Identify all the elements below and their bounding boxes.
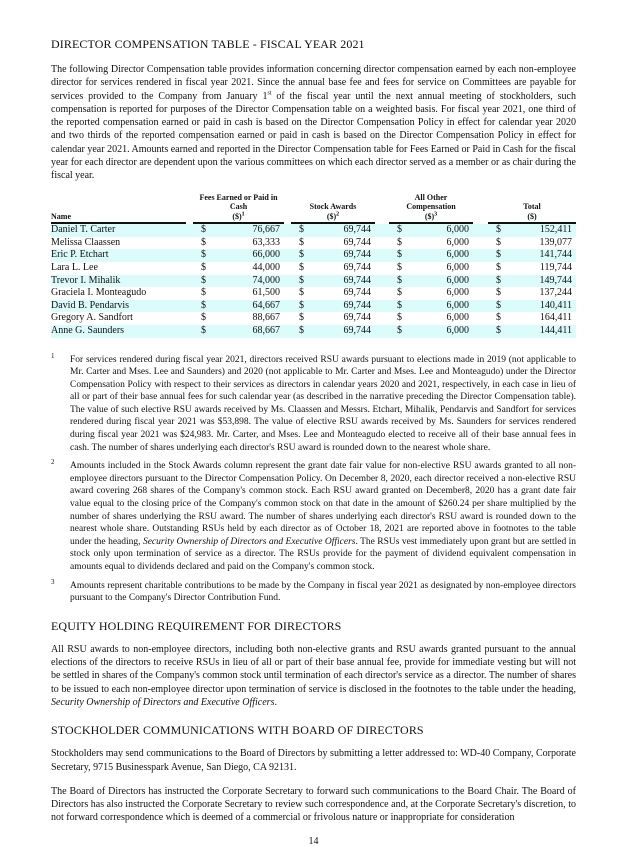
fees-value: 88,667 — [252, 312, 280, 324]
currency-sign: $ — [201, 312, 206, 324]
stock-value: 69,744 — [310, 249, 375, 262]
stockholder-paragraph-1: Stockholders may send communications to the Board of Directors by submitting a letter addressed to: WD-40 Company, Corporate Secretary, 9715 Businesspark Avenue, San Diego, CA 92131. — [51, 748, 576, 773]
currency-sign: $ — [201, 287, 206, 299]
currency-sign: $ — [201, 261, 206, 273]
total-value: 144,411 — [507, 325, 576, 338]
table-row — [51, 262, 576, 275]
spacer — [375, 312, 389, 325]
director-name: Eric P. Etchart — [51, 249, 186, 262]
currency-sign: $ — [193, 300, 213, 313]
italic-reference: Security Ownership of Directors and Executive Officers — [142, 536, 356, 547]
other-value: 6,000 — [446, 236, 469, 248]
fees-value: 63,333 — [252, 236, 280, 248]
stock-value: 69,744 — [343, 287, 371, 299]
stockholder-heading: STOCKHOLDER COMMUNICATIONS WITH BOARD OF DIRECTORS — [51, 723, 424, 738]
currency-sign: $ — [299, 312, 304, 324]
spacer — [473, 275, 488, 288]
footnote-3 — [51, 577, 576, 605]
currency-sign: $ — [389, 275, 408, 288]
table-header-row — [51, 193, 576, 225]
footnote-number: 2 — [51, 458, 55, 467]
footnote-2 — [51, 460, 576, 573]
header-name: Name — [51, 193, 186, 225]
total-value: 137,244 — [539, 287, 572, 299]
footnote-text: For services rendered during fiscal year 2021, directors received RSU awards pursuant to elections made in 2019 (not applicable to Mr. Carter and Mses. Lee and Saunders) and 2020 (not applicable to Mr. Carter and Mses. Lee and Monteagudo) under the Director Compensation Policy with respect to their services as directors in calendar years 2020 and 2021, respectively, in each case in lieu of all or part of their base annual fees for such calendar year (as described in the narrative preceding the Director Compensation table). The value of such elective RSU awards received by Ms. Claassen and Messrs. Etchart, Mihalik, Pendarvis and Sandfort for services rendered during fiscal year 2021 was $53,898. The value of elective RSU awards received by Ms. Saunders for services rendered during fiscal year 2021 was $24,983. Mr. Carter, and Mses. Lee and Monteagudo elected to receive all of their base annual fees in cash. The number of shares underlying each director's RSU award is rounded down to the nearest whole share. — [70, 354, 576, 453]
footnote-number: 3 — [51, 577, 55, 586]
equity-heading: EQUITY HOLDING REQUIREMENT FOR DIRECTORS — [51, 618, 342, 633]
currency-sign: $ — [291, 275, 310, 288]
spacer — [186, 300, 193, 313]
spacer — [375, 249, 389, 262]
equity-paragraph: All RSU awards to non-employee directors, including both non-elective grants and RSU awards granted pursuant to the annual elections of the directors to receive RSUs in lieu of all or part of their base annual fee, provide for immediate vesting but will not be settled in shares of the Company's common stock until termination of each director's service as a director. The number of shares to be issued to each non-employee director upon termination of service is disclosed in the footnotes to the table under the heading, Security Ownership of Directors and Executive Officers. — [51, 643, 576, 708]
spacer — [284, 287, 291, 300]
currency-sign: $ — [291, 300, 310, 313]
total-value: 152,411 — [507, 224, 576, 237]
currency-sign: $ — [488, 325, 507, 338]
currency-sign: $ — [496, 312, 501, 324]
intro-paragraph — [51, 63, 576, 183]
currency-sign: $ — [193, 249, 213, 262]
spacer — [186, 312, 193, 325]
currency-sign: $ — [496, 287, 501, 299]
spacer — [375, 275, 389, 288]
director-name: Anne G. Saunders — [51, 325, 186, 338]
other-value: 6,000 — [408, 249, 473, 262]
currency-sign: $ — [299, 236, 304, 248]
table-row — [51, 237, 576, 250]
total-value: 139,077 — [539, 236, 572, 248]
spacer — [284, 224, 291, 237]
fees-value: 68,667 — [213, 325, 284, 338]
currency-sign: $ — [397, 261, 402, 273]
spacer — [375, 237, 389, 250]
currency-sign: $ — [299, 261, 304, 273]
italic-reference: Security Ownership of Directors and Executive Officers — [51, 696, 275, 708]
intro-text: The following Director Compensation table provides information concerning director compensation earned by each non-employee director for services rendered in fiscal year 2021. Since the annual base fee and fees for service on Committees are payable for services provided to the Company from January 1 — [51, 64, 576, 102]
currency-sign: $ — [389, 325, 408, 338]
fees-value: 44,000 — [252, 261, 280, 273]
header-stock-awards: Stock Awards ($)$^2$ — [291, 193, 375, 225]
spacer — [284, 300, 291, 313]
other-value: 6,000 — [446, 261, 469, 273]
spacer — [186, 262, 193, 275]
footnote-text: Amounts included in the Stock Awards column represent the grant date fair value for non-elective RSU awards granted to all non-employee directors pursuant to the Director Compensation Policy. On December 8, 2020, each director received a non-elective RSU award covering 268 shares of the Company's common stock. Each RSU award granted on December8, 2020 has a grant date fair value equal to the closing price of the Company's common stock on that date in the amount of $260.24 per share multiplied by the number of shares underlying the RSU award. The number of shares underlying each director's RSU award is rounded down to the nearest whole share. Outstanding RSUs held by each director as of October 18, 2021 are reported above in footnotes to the table under the heading, Security Ownership of Directors and Executive Officers. The RSUs vest immediately upon grant but are settled in stock only upon termination of service as a director. The RSUs provide for the payment of dividend equivalent compensation in amounts equal to dividends declared and paid on the Company's common stock. — [70, 461, 576, 573]
fees-value: 64,667 — [213, 300, 284, 313]
director-name: Graciela I. Monteagudo — [51, 287, 147, 299]
currency-sign: $ — [389, 224, 408, 237]
footnote-1 — [51, 351, 576, 455]
fees-value: 61,500 — [252, 287, 280, 299]
total-value: 119,744 — [539, 261, 572, 273]
superscript: st — [267, 90, 272, 97]
director-name: Melissa Claassen — [51, 236, 121, 248]
total-value: 141,744 — [507, 249, 576, 262]
currency-sign: $ — [201, 236, 206, 248]
other-value: 6,000 — [408, 300, 473, 313]
intro-text-cont: of the fiscal year until the next annual meeting of stockholders, such compensation is reported for purposes of the Director Compensation table on a weighted basis. For fiscal year 2021, one third of the reported compensation earned or paid in cash is based on the Director Compensation Policy in effect for calendar year 2020 and two thirds of the reported compensation earned or paid in cash is based on the Director Compensation Policy in effect for calendar year 2021. Amounts earned and reported in the Director Compensation table for Fees Earned or Paid in Cash for the fiscal year for each director are dependent upon the various committees on which each director served as a member or as chair during the fiscal year. — [51, 90, 576, 182]
section-title: DIRECTOR COMPENSATION TABLE - FISCAL YEAR 2021 — [51, 37, 365, 51]
total-value: 149,744 — [507, 275, 576, 288]
spacer — [284, 237, 291, 250]
spacer — [186, 287, 193, 300]
spacer — [375, 287, 389, 300]
other-value: 6,000 — [408, 224, 473, 237]
spacer — [186, 249, 193, 262]
spacer — [473, 249, 488, 262]
spacer — [473, 312, 488, 325]
director-name: David B. Pendarvis — [51, 300, 186, 313]
currency-sign: $ — [291, 249, 310, 262]
header-fees: Fees Earned or Paid in Cash ($)$^1$ — [193, 193, 284, 225]
table-row — [51, 312, 576, 325]
spacer — [284, 262, 291, 275]
spacer — [473, 262, 488, 275]
director-name: Trevor I. Mihalik — [51, 275, 186, 288]
spacer — [375, 262, 389, 275]
page-number: 14 — [308, 835, 319, 847]
currency-sign: $ — [193, 224, 213, 237]
spacer — [375, 224, 389, 237]
currency-sign: $ — [397, 236, 402, 248]
table-row — [51, 224, 576, 237]
fees-value: 76,667 — [213, 224, 284, 237]
stockholder-paragraph-2: The Board of Directors has instructed the Corporate Secretary to forward such communications to the Board Chair. The Board of Directors has also instructed the Corporate Secretary to review such correspondence and, at the Corporate Secretary's discretion, to not forward correspondence which is deemed of a commercial or frivolous nature or inappropriate for consideration — [51, 785, 576, 824]
table-row — [51, 287, 576, 300]
footnote-number: 1 — [51, 351, 55, 360]
spacer — [284, 275, 291, 288]
table-row — [51, 300, 576, 313]
total-value: 140,411 — [507, 300, 576, 313]
spacer — [473, 237, 488, 250]
spacer — [284, 312, 291, 325]
currency-sign: $ — [397, 312, 402, 324]
header-other-compensation: All Other Compensation ($)$^3$ — [389, 193, 473, 225]
stock-value: 69,744 — [343, 236, 371, 248]
spacer — [284, 325, 291, 338]
spacer — [186, 224, 193, 237]
other-value: 6,000 — [408, 275, 473, 288]
table-row — [51, 249, 576, 262]
currency-sign: $ — [488, 249, 507, 262]
fees-value: 66,000 — [213, 249, 284, 262]
spacer — [186, 325, 193, 338]
director-name: Gregory A. Sandfort — [51, 312, 133, 324]
other-value: 6,000 — [446, 312, 469, 324]
spacer — [375, 300, 389, 313]
stock-value: 69,744 — [310, 224, 375, 237]
spacer — [375, 325, 389, 338]
currency-sign: $ — [496, 261, 501, 273]
spacer — [186, 275, 193, 288]
currency-sign: $ — [389, 300, 408, 313]
other-value: 6,000 — [446, 287, 469, 299]
spacer — [473, 224, 488, 237]
header-total: Total ($) — [488, 193, 576, 225]
table-row — [51, 275, 576, 288]
footnote-text: Amounts represent charitable contributions to be made by the Company in fiscal year 2021 as designated by non-employee directors pursuant to the Company's Director Contribution Fund. — [70, 580, 576, 604]
currency-sign: $ — [488, 300, 507, 313]
currency-sign: $ — [389, 249, 408, 262]
currency-sign: $ — [496, 236, 501, 248]
stock-value: 69,744 — [343, 312, 371, 324]
table-row — [51, 325, 576, 338]
currency-sign: $ — [488, 275, 507, 288]
stock-value: 69,744 — [343, 261, 371, 273]
spacer — [284, 249, 291, 262]
stock-value: 69,744 — [310, 300, 375, 313]
currency-sign: $ — [488, 224, 507, 237]
stock-value: 69,744 — [310, 325, 375, 338]
fees-value: 74,000 — [213, 275, 284, 288]
other-value: 6,000 — [408, 325, 473, 338]
director-compensation-table — [51, 193, 576, 338]
currency-sign: $ — [193, 325, 213, 338]
currency-sign: $ — [397, 287, 402, 299]
director-name: Lara L. Lee — [51, 261, 98, 273]
spacer — [473, 300, 488, 313]
stock-value: 69,744 — [310, 275, 375, 288]
currency-sign: $ — [193, 275, 213, 288]
currency-sign: $ — [291, 224, 310, 237]
spacer — [473, 287, 488, 300]
director-name: Daniel T. Carter — [51, 224, 186, 237]
currency-sign: $ — [291, 325, 310, 338]
spacer — [473, 325, 488, 338]
currency-sign: $ — [299, 287, 304, 299]
total-value: 164,411 — [539, 312, 572, 324]
spacer — [186, 237, 193, 250]
